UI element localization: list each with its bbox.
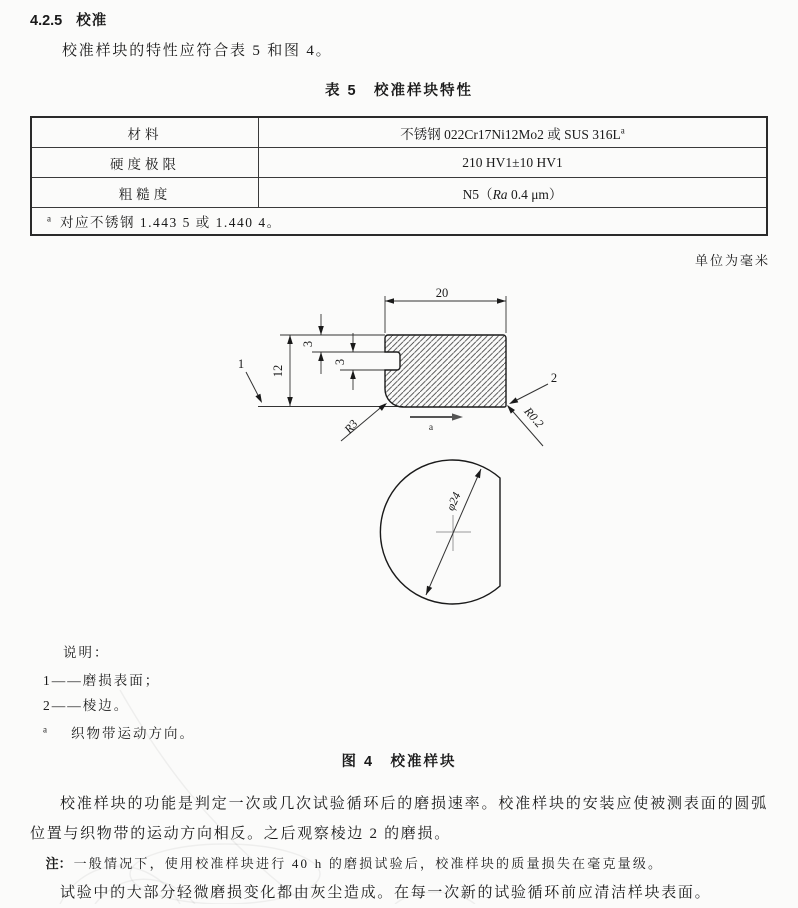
disc-view: [380, 460, 500, 604]
dim-height-label: 12: [271, 364, 285, 378]
roughness-value-pre: N5（: [462, 186, 493, 202]
body-paragraph-1: 校准样块的功能是判定一次或几次试验循环后的磨损速率。校准样块的安装应使被测表面的圆弧位置与织物带的运动方向相反。之后观察棱边 2 的磨损。: [30, 796, 768, 842]
table-caption: 表 5 校准样块特性: [324, 83, 474, 99]
table-row-hardness: [31, 148, 767, 178]
dim-notch-height-label: 3: [333, 358, 347, 366]
legend-heading: 说明：: [63, 645, 110, 660]
legend-footnote-text: 织物带运动方向。: [71, 726, 195, 741]
intro-paragraph: 校准样块的特性应符合表 5 和图 4。: [62, 43, 333, 59]
material-footnote-ref: a: [620, 125, 625, 135]
table-footnote-cell: [31, 208, 767, 236]
material-value: 不锈钢 022Cr17Ni12Mo2 或 SUS 316L: [400, 126, 621, 142]
table-row-material: [31, 117, 767, 148]
belt-direction-marker: a: [428, 423, 434, 433]
units-note: 单位为毫米: [694, 253, 770, 268]
row-value-hardness: 210 HV1±10 HV1: [259, 148, 768, 178]
callout-edge-label: 2: [550, 371, 558, 385]
row-label-hardness: 硬度极限: [31, 148, 259, 178]
table-footnote-text: 对应不锈钢 1.443 5 或 1.440 4。: [60, 215, 282, 230]
figure-legend: [43, 641, 195, 742]
roughness-value-post: 0.4 μm）: [507, 186, 563, 202]
legend-item-2: 2——棱边。: [43, 698, 130, 713]
dim-notch-offset-label: 3: [301, 340, 315, 348]
callout-surface-label: 1: [237, 357, 245, 371]
table-row-roughness: [31, 178, 767, 208]
legend-item-1: 1——磨损表面；: [43, 673, 161, 688]
row-label-material: 材料: [31, 117, 259, 148]
body-paragraph-2: 试验中的大部分轻微磨损变化都由灰尘造成。在每一次新的试验循环前应清洁样块表面。: [60, 885, 712, 901]
row-value-material: [259, 117, 768, 148]
figure-caption: 图 4 校准样块: [341, 754, 457, 770]
table-footnote-row: [31, 208, 767, 236]
spec-table: [30, 116, 768, 236]
section-title: 校准: [76, 13, 108, 29]
legend-footnote-marker: a: [43, 724, 49, 735]
specimen-cross-section: [385, 335, 506, 407]
roughness-symbol: Ra: [492, 186, 508, 202]
dim-width-label: 20: [435, 286, 449, 300]
radius-right-label: R0.2: [521, 404, 547, 431]
section-heading: [30, 9, 107, 30]
cross-section-view: [238, 286, 557, 446]
row-value-roughness: [259, 178, 768, 208]
table-footnote-marker: a: [47, 213, 51, 224]
section-number: 4.2.5: [30, 13, 63, 29]
radius-left-label: R3: [341, 416, 361, 437]
row-label-roughness: 粗糙度: [31, 178, 259, 208]
dim-diameter-label: φ24: [443, 490, 464, 513]
note-label: 注：: [45, 856, 72, 871]
specimen-disc: [380, 460, 500, 604]
note-paragraph: [30, 851, 768, 877]
legend-footnote: [43, 722, 195, 742]
body-text: [30, 789, 768, 908]
note-text: 一般情况下，使用校准样块进行 40 h 的磨损试验后，校准样块的质量损失在毫克量级。: [73, 856, 664, 871]
